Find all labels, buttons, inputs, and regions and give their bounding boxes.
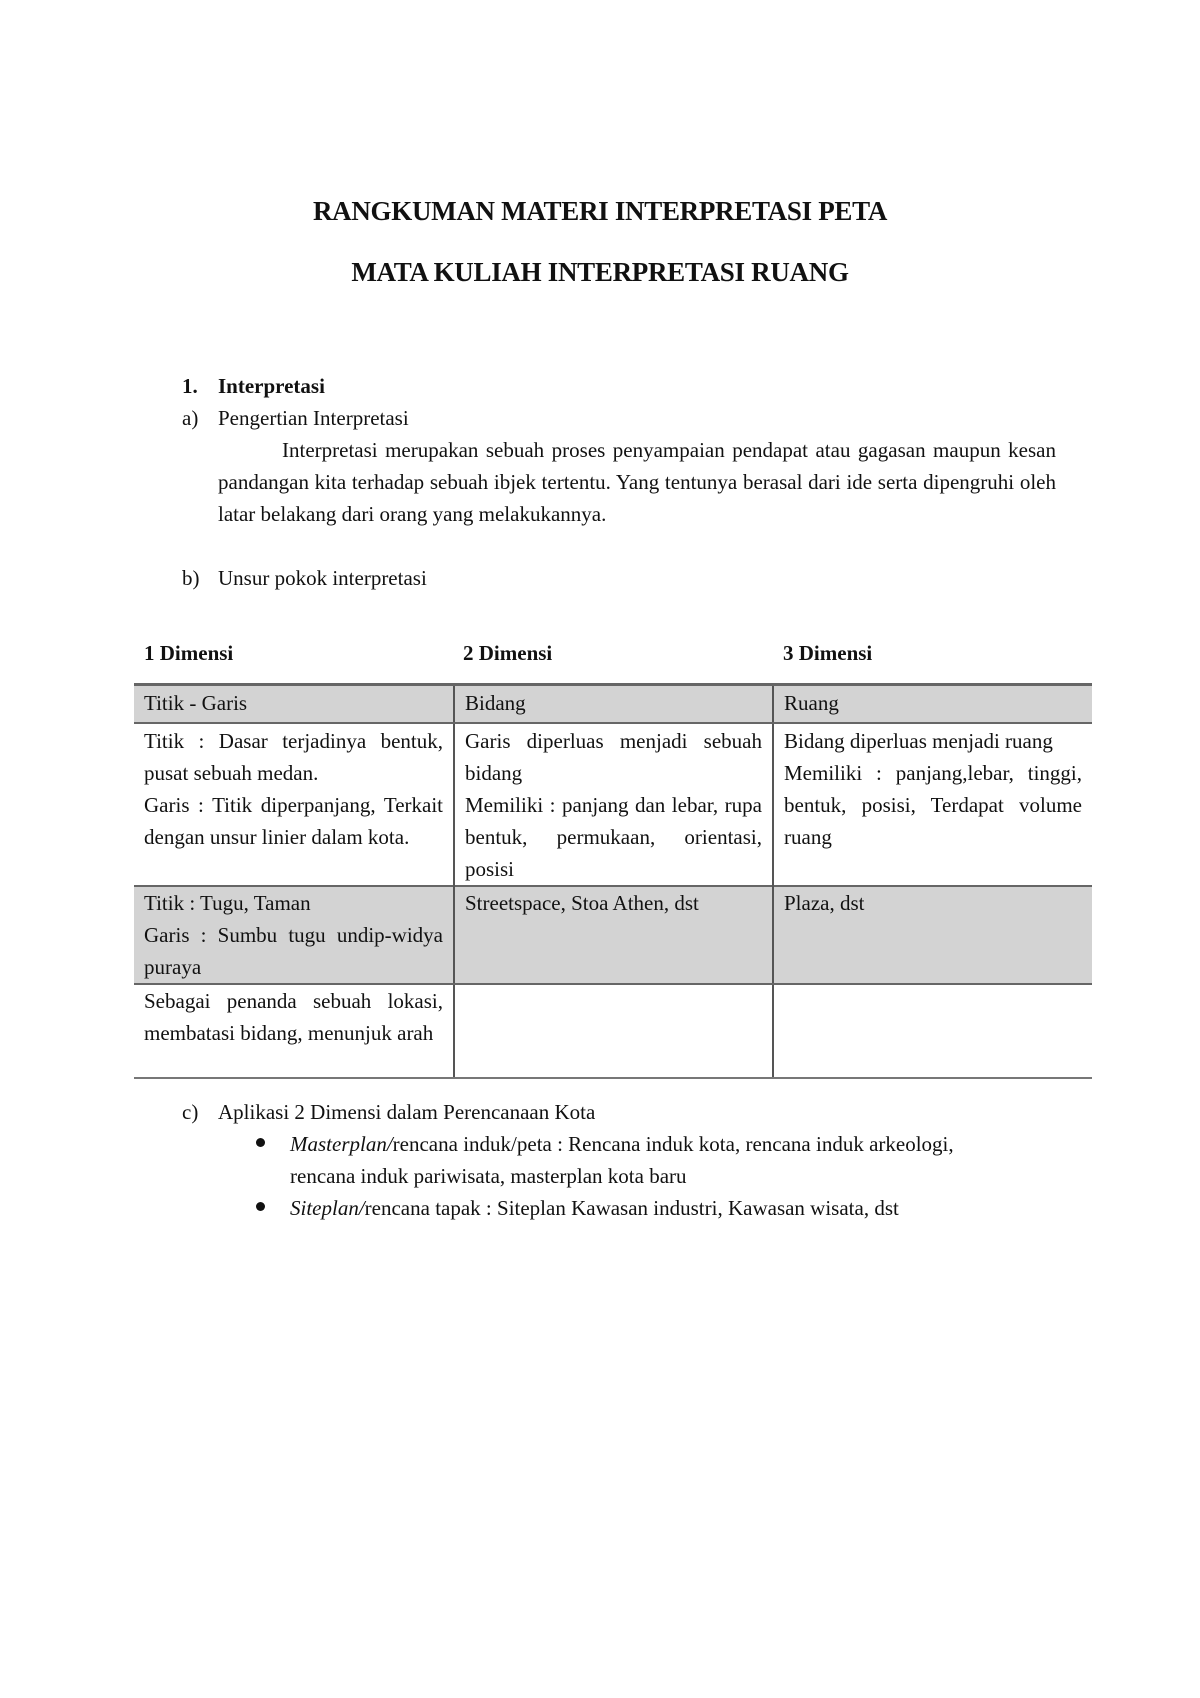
cell-text: Garis : Titik diperpanjang, Terkait dengan unsur linier dalam kota. [144, 793, 443, 849]
table-row [134, 685, 1092, 724]
table-cell [773, 984, 1092, 1078]
table-cell [773, 886, 1092, 984]
table-cell: Bidang [454, 685, 773, 724]
bullet-icon [256, 1202, 265, 1211]
cell-text: Garis : Sumbu tugu undip-widya puraya [144, 923, 443, 979]
column-header-2: 2 Dimensi [463, 641, 553, 665]
cell-text: Memiliki : panjang dan lebar, rupa bentuk, permukaan, orientasi, posisi [465, 793, 762, 881]
definition-paragraph: Interpretasi merupakan sebuah proses penyampaian pendapat atau gagasan maupun kesan pandangan kita terhadap sebuah ibjek tertentu. Yang tentunya berasal dari ide serta dipengruhi oleh latar belakang dari orang yang melakukannya. [218, 438, 1056, 526]
bullet-continuation: rencana induk pariwisata, masterplan kota baru [290, 1164, 687, 1188]
table-cell [454, 984, 773, 1078]
column-header-1: 1 Dimensi [144, 641, 234, 665]
table-cell: Titik - Garis [134, 685, 454, 724]
cell-text: Plaza, dst [784, 891, 865, 915]
table-cell [454, 723, 773, 886]
bullet-term: Masterplan/ [290, 1132, 393, 1156]
section-number: 1. [182, 374, 198, 398]
cell-text: Titik : Dasar terjadinya bentuk, pusat sebuah medan. [144, 729, 443, 785]
item-a-label: Pengertian Interpretasi [218, 406, 409, 430]
document-title-line-1: RANGKUMAN MATERI INTERPRETASI PETA [312, 196, 888, 226]
table-cell: Ruang [773, 685, 1092, 724]
bullet-item [290, 1192, 899, 1224]
table-row [134, 886, 1092, 984]
cell-text: Garis diperluas menjadi sebuah bidang [465, 729, 762, 785]
column-header-3: 3 Dimensi [783, 641, 873, 665]
item-b-label: Unsur pokok interpretasi [218, 566, 427, 590]
bullet-item [290, 1128, 954, 1160]
table-row [134, 984, 1092, 1078]
dimension-table [134, 683, 1092, 1079]
cell-text: Memiliki : panjang,lebar, tinggi, bentuk, posisi, Terdapat volume ruang [784, 761, 1082, 849]
cell-text: Titik : Tugu, Taman [144, 891, 311, 915]
table-cell [134, 886, 454, 984]
bullet-text: rencana induk/peta : Rencana induk kota, rencana induk arkeologi, [392, 1132, 954, 1156]
item-c-label: Aplikasi 2 Dimensi dalam Perencanaan Kota [218, 1100, 596, 1124]
cell-text: Bidang diperluas menjadi ruang [784, 729, 1053, 753]
bullet-icon [256, 1138, 265, 1147]
item-b-marker: b) [182, 566, 200, 590]
item-c-marker: c) [182, 1100, 199, 1124]
cell-text: Streetspace, Stoa Athen, dst [465, 891, 699, 915]
bullet-term: Siteplan/ [290, 1196, 365, 1220]
table-cell: Sebagai penanda sebuah lokasi, membatasi bidang, menunjuk arah [134, 984, 454, 1078]
table-row [134, 723, 1092, 886]
section-heading: Interpretasi [218, 374, 325, 398]
item-a-marker: a) [182, 406, 199, 430]
table-cell [134, 723, 454, 886]
table-cell [454, 886, 773, 984]
bullet-text: rencana tapak : Siteplan Kawasan industri, Kawasan wisata, dst [364, 1196, 899, 1220]
table-cell [773, 723, 1092, 886]
document-title-line-2: MATA KULIAH INTERPRETASI RUANG [351, 257, 849, 287]
